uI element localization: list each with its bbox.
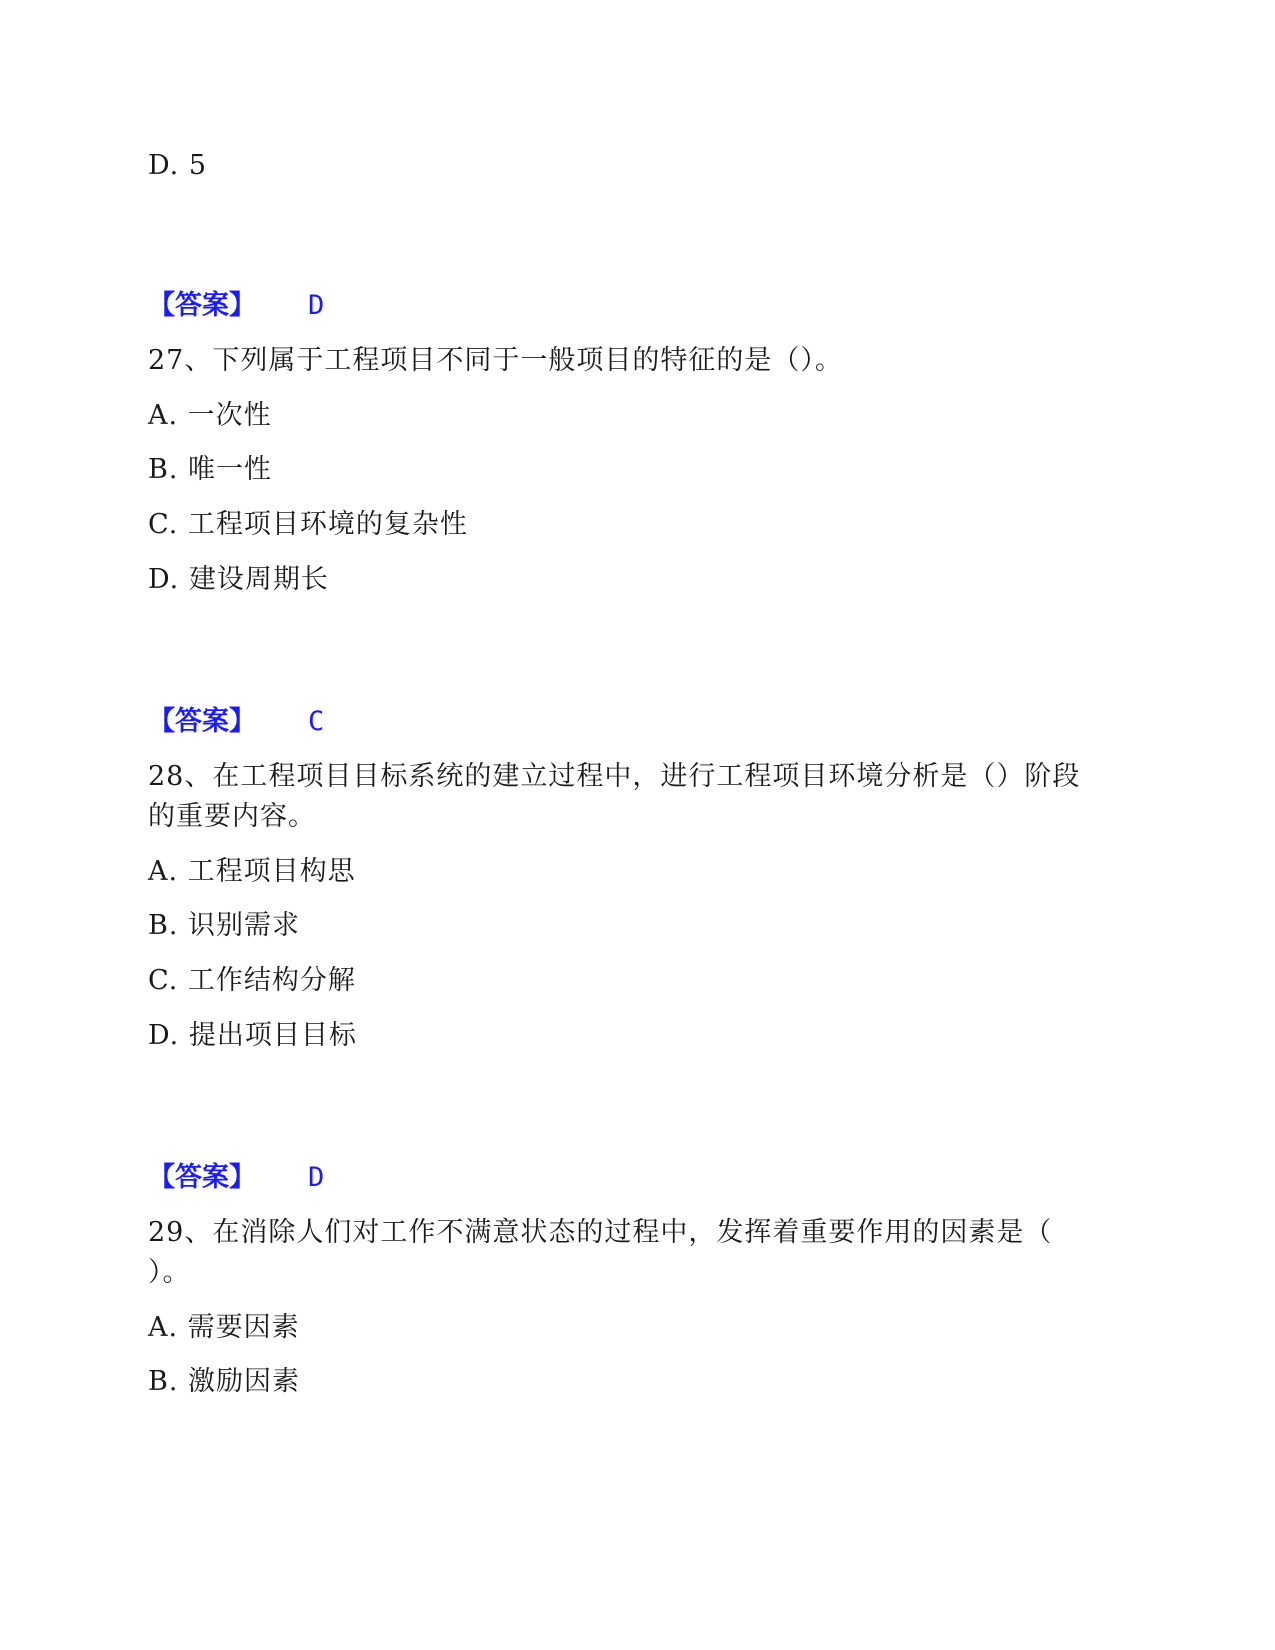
answer-label: 【答案】 — [148, 290, 256, 321]
q27-option-a: A. 一次性 — [148, 400, 272, 431]
q29-option-b: B. 激励因素 — [148, 1366, 301, 1397]
q29-stem-line2: ）。 — [148, 1257, 191, 1288]
q28-option-a: A. 工程项目构思 — [148, 856, 356, 887]
answer-label: 【答案】 — [148, 706, 256, 737]
q27-answer — [148, 702, 324, 742]
q29-stem-line1: 29、在消除人们对工作不满意状态的过程中，发挥着重要作用的因素是（ — [148, 1217, 1053, 1248]
q28-stem-line2: 的重要内容。 — [148, 801, 316, 832]
answer-value: D — [308, 290, 325, 321]
prev-answer — [148, 286, 324, 326]
q28-option-c: C. 工作结构分解 — [148, 965, 356, 996]
answer-label: 【答案】 — [148, 1162, 256, 1193]
prev-option-d: D. 5 — [148, 150, 208, 181]
answer-value: C — [308, 706, 325, 737]
answer-value: D — [308, 1162, 325, 1193]
q27-option-c: C. 工程项目环境的复杂性 — [148, 509, 468, 540]
q28-option-d: D. 提出项目目标 — [148, 1020, 357, 1051]
q28-option-b: B. 识别需求 — [148, 910, 301, 941]
q28-stem-line1: 28、在工程项目目标系统的建立过程中，进行工程项目环境分析是（）阶段 — [148, 761, 1081, 792]
q27-stem: 27、下列属于工程项目不同于一般项目的特征的是（）。 — [148, 345, 843, 376]
q29-option-a: A. 需要因素 — [148, 1312, 300, 1343]
q28-answer — [148, 1158, 324, 1198]
q27-option-b: B. 唯一性 — [148, 454, 273, 485]
q27-option-d: D. 建设周期长 — [148, 564, 329, 595]
